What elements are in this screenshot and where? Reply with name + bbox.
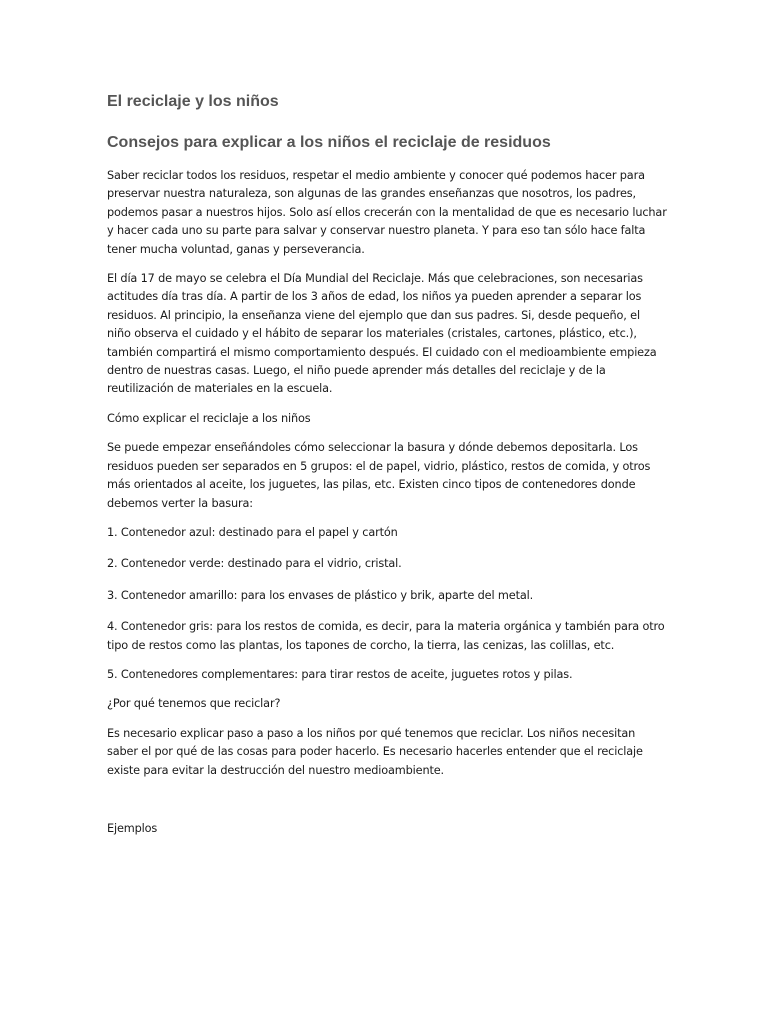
document-subtitle: Consejos para explicar a los niños el reciclaje de residuos <box>107 134 551 151</box>
document-title: El reciclaje y los niños <box>107 93 279 110</box>
paragraph-dia-mundial: El día 17 de mayo se celebra el Día Mundial del Reciclaje. Más que celebraciones, son necesarias actitudes día tras día. A partir de los 3 años de edad, los niños ya pueden aprender a separar los residuos. Al principio, la enseñanza viene del ejemplo que dan sus padres. Si, desde pequeño, el niño observa el cuidado y el hábito de separar los materiales (cristales, cartones, plástico, etc.), también compartirá el mismo comportamiento después. El cuidado con el medioambiente empieza dentro de nuestras casas. Luego, el niño puede aprender más detalles del reciclaje y de la reutilización de materiales en la escuela. <box>107 272 657 396</box>
paragraph-intro: Saber reciclar todos los residuos, respetar el medio ambiente y conocer qué podemos hacer para preservar nuestra naturaleza, son algunas de las grandes enseñanzas que nosotros, los padres, podemos pasar a nuestros hijos. Solo así ellos crecerán con la mentalidad de que es necesario luchar y hacer cada uno su parte para salvar y conservar nuestro planeta. Y para eso tan sólo hace falta tener mucha voluntad, ganas y perseverancia. <box>107 169 667 256</box>
paragraph-separar-basura: Se puede empezar enseñándoles cómo seleccionar la basura y dónde debemos depositarla. Los residuos pueden ser separados en 5 grupos: el de papel, vidrio, plástico, restos de comida, y otros más orientados al aceite, los juguetes, las pilas, etc. Existen cinco tipos de contenedores donde debemos verter la basura: <box>107 441 651 510</box>
section-heading-ejemplos: Ejemplos <box>107 821 158 835</box>
list-item-contenedor-amarillo: 3. Contenedor amarillo: para los envases de plástico y brik, aparte del metal. <box>107 588 534 602</box>
section-heading-por-que-reciclar: ¿Por qué tenemos que reciclar? <box>107 697 281 711</box>
list-item-contenedores-complementares: 5. Contenedores complementares: para tirar restos de aceite, juguetes rotos y pilas. <box>107 667 573 681</box>
list-item-contenedor-azul: 1. Contenedor azul: destinado para el papel y cartón <box>107 525 398 539</box>
document-page <box>107 92 667 849</box>
section-heading-como-explicar: Cómo explicar el reciclaje a los niños <box>107 411 311 425</box>
list-item-contenedor-gris: 4. Contenedor gris: para los restos de comida, es decir, para la materia orgánica y también para otro tipo de restos como las plantas, los tapones de corcho, la tierra, las cenizas, las colillas, etc. <box>107 620 665 652</box>
paragraph-por-que-reciclar: Es necesario explicar paso a paso a los niños por qué tenemos que reciclar. Los niños necesitan saber el por qué de las cosas para poder hacerlo. Es necesario hacerles entender que el reciclaje existe para evitar la destrucción del nuestro medioambiente. <box>107 726 643 777</box>
list-item-contenedor-verde: 2. Contenedor verde: destinado para el vidrio, cristal. <box>107 557 402 571</box>
